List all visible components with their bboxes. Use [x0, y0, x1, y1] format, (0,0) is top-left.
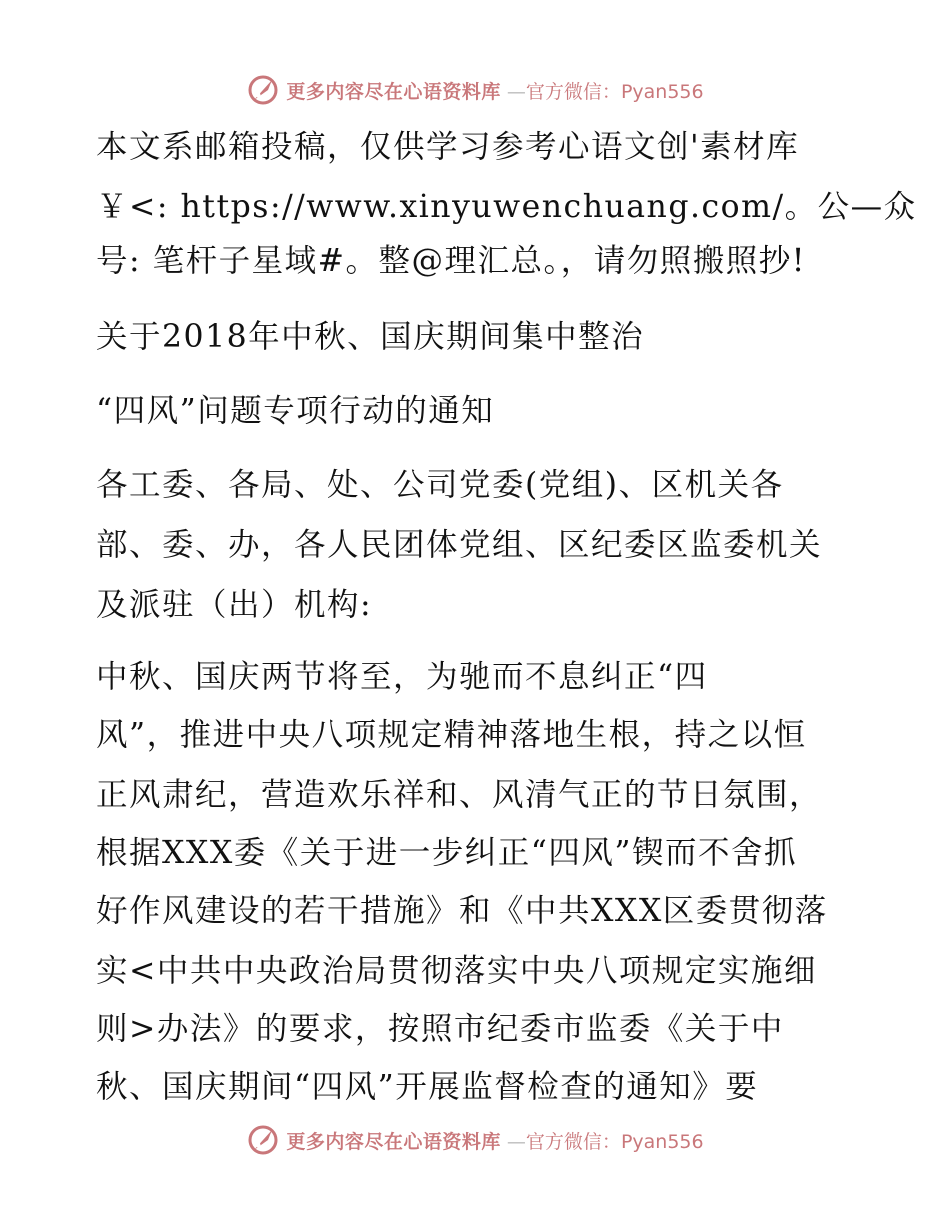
watermark-contact: [507, 77, 704, 104]
body-line: 秋、国庆期间“四风”开展监督检查的通知》要: [96, 1069, 759, 1105]
watermark-brand-text: 更多内容尽在心语资料库: [286, 1130, 501, 1153]
body-line: 中秋、国庆两节将至，为驰而不息纠正“四: [96, 659, 708, 695]
watermark-brand-text: 更多内容尽在心语资料库: [286, 80, 501, 103]
body-line: 及派驻（出）机构:: [96, 587, 373, 623]
body-line: ￥<: https://www.xinyuwenchuang.com/。公—众: [96, 189, 917, 225]
watermark-separator: —: [506, 1130, 526, 1153]
header-watermark: [0, 70, 950, 110]
body-line: 则>办法》的要求，按照市纪委市监委《关于中: [96, 1011, 784, 1047]
watermark-contact-value: Pyan556: [620, 80, 704, 103]
watermark-contact: [507, 1127, 704, 1154]
document-title-line-2: “四风”问题专项行动的通知: [96, 393, 495, 429]
watermark-contact-label: 官方微信：: [525, 1130, 621, 1153]
quill-seal-icon: [246, 73, 280, 107]
body-line: 实<中共中央政治局贯彻落实中央八项规定实施细: [96, 953, 817, 989]
body-line: 部、委、办，各人民团体党组、区纪委区监委机关: [96, 527, 823, 563]
footer-watermark: [0, 1120, 950, 1160]
body-line: 根据XXX委《关于进一步纠正“四风”锲而不舍抓: [96, 835, 797, 871]
body-line: 号: 笔杆子星域#。整@理汇总。，请勿照搬照抄!: [96, 243, 806, 279]
body-line: 正风肃纪，营造欢乐祥和、风清气正的节日氛围，: [96, 777, 823, 813]
quill-seal-icon: [246, 1123, 280, 1157]
body-line: 本文系邮箱投稿，仅供学习参考心语文创'素材库: [96, 129, 800, 165]
body-line: 好作风建设的若干措施》和《中共XXX区委贯彻落: [96, 893, 828, 929]
document-title-line-1: 关于2018年中秋、国庆期间集中整治: [96, 319, 645, 355]
body-line: 风”，推进中央八项规定精神落地生根，持之以恒: [96, 717, 807, 753]
body-line: 各工委、各局、处、公司党委(党组)、区机关各: [96, 467, 784, 503]
watermark-separator: —: [506, 80, 526, 103]
watermark-contact-label: 官方微信：: [525, 80, 621, 103]
watermark-contact-value: Pyan556: [620, 1130, 704, 1153]
